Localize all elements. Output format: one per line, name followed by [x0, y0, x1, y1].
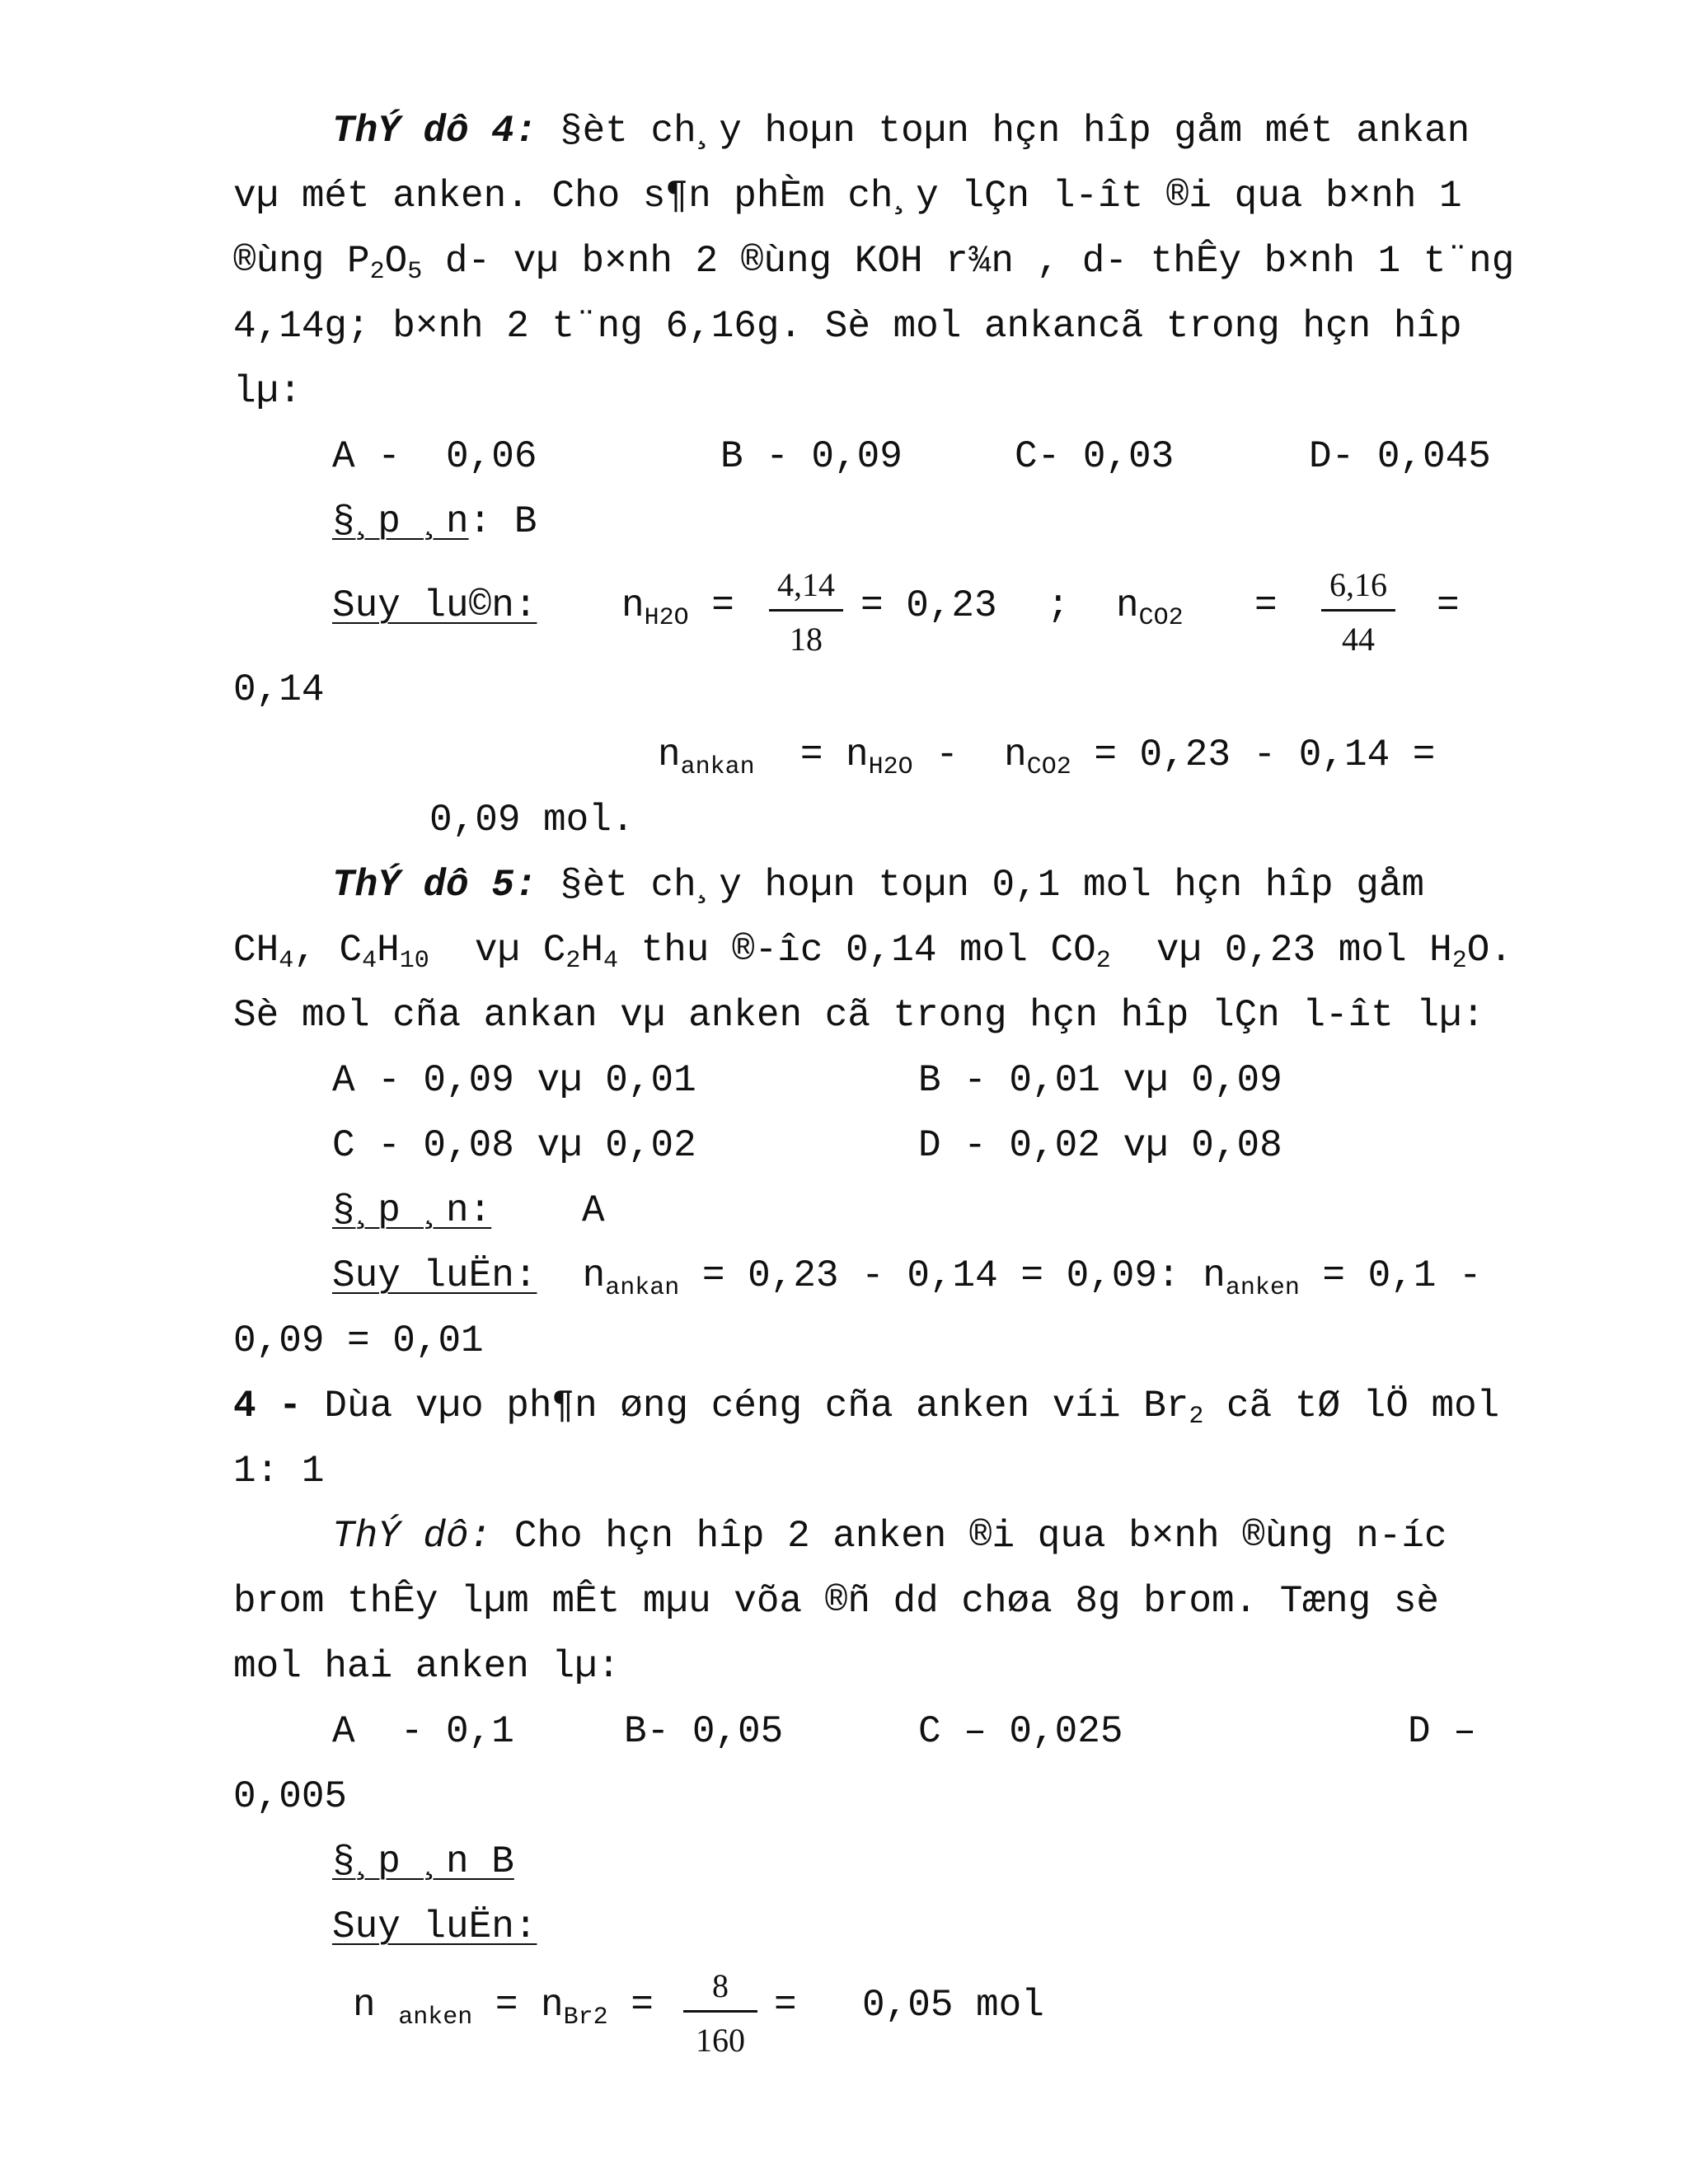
n-co2-result: 0,14	[233, 668, 325, 711]
example-4-option-a: A - 0,06	[332, 435, 537, 478]
example-4-answer: §¸p ¸n: B	[332, 500, 537, 543]
example-6-answer: §¸p ¸n B	[332, 1840, 514, 1883]
example-6-option-d-value: 0,005	[233, 1775, 348, 1818]
section-4-number: 4 -	[233, 1385, 302, 1427]
example-6-option-c: C – 0,025	[918, 1710, 1123, 1753]
n-h2o-result: = 0,23	[860, 584, 997, 627]
example-5-line-1: ThÝ dô 5: §èt ch¸y hoµn toµn 0,1 mol hçn hîp gåm	[332, 864, 1425, 907]
example-5-answer-value: A	[582, 1189, 605, 1232]
example-4-line-2: vµ mét anken. Cho s¶n phÈm ch¸y lÇn l-ît ®i qua b×nh 1	[233, 175, 1462, 218]
example-6-label: ThÝ dô:	[332, 1515, 492, 1558]
n-anken-formula: n $_{anken} = n_{Br2}$ =	[353, 1984, 654, 2032]
n-co2-formula: $n_{CO2}$	[1116, 584, 1184, 632]
example-4-line-1: ThÝ dô 4: §èt ch¸y hoµn toµn hçn hîp gåm mét ankan	[332, 110, 1470, 152]
fraction-6-16-over-44: $\frac{6,16}{44}$	[1321, 565, 1395, 658]
answer-label: §¸p ¸n	[332, 500, 469, 543]
example-5-option-c: C - 0,08 vµ 0,02	[332, 1124, 696, 1167]
example-6-option-b: B- 0,05	[624, 1710, 784, 1753]
example-5-reasoning-line-2: 0,09 = 0,01	[233, 1319, 484, 1362]
example-4-label: ThÝ dô 4:	[332, 110, 537, 152]
example-5-reasoning: Suy luËn: $n_{ankan} = 0,23 - 0,14 = 0,09$: $n_{anken} = 0,1$ -	[332, 1254, 1482, 1302]
example-4-option-c: C- 0,03	[1015, 435, 1175, 478]
equals-sign: =	[1254, 584, 1278, 627]
example-6-line-2: brom thÊy lµm mÊt mµu võa ®ñ dd chøa 8g brom. Tæng sè	[233, 1580, 1440, 1623]
example-5-option-b: B - 0,01 vµ 0,09	[918, 1059, 1282, 1102]
example-5-label: ThÝ dô 5:	[332, 864, 537, 907]
example-5-option-d: D - 0,02 vµ 0,08	[918, 1124, 1282, 1167]
fraction-8-over-160: $\frac{8}{160}$	[683, 1966, 757, 2060]
example-6-line-1: ThÝ dô: Cho hçn hîp 2 anken ®i qua b×nh ®ùng n-íc	[332, 1515, 1447, 1558]
n-ankan-result: 0,09 mol.	[429, 799, 635, 841]
example-6-line-3: mol hai anken lµ:	[233, 1645, 621, 1688]
example-4-reasoning-label: Suy lu©n:	[332, 584, 537, 627]
equals-sign-2: =	[1437, 584, 1460, 627]
example-5-line-2: CH4, C4H10 vµ C2H4 thu ®-îc 0,14 mol CO2 vµ 0,23 mol H2O.	[233, 929, 1513, 975]
n-h2o-formula: $n_{H2O}$ =	[621, 584, 734, 632]
section-4-heading-line-2: 1: 1	[233, 1450, 325, 1493]
example-4-option-b: B - 0,09	[720, 435, 903, 478]
example-6-reasoning-label: Suy luËn:	[332, 1905, 537, 1948]
n-ankan-equation: $n_{ankan} = n_{H2O} - n_{CO2} = 0,23 - 0,14$ =	[658, 733, 1436, 781]
example-4-option-d: D- 0,045	[1309, 435, 1491, 478]
example-6-option-d: D –	[1408, 1710, 1476, 1753]
separator-semicolon: ;	[1047, 584, 1070, 627]
example-4-line-3: ®ùng P2O5 d- vµ b×nh 2 ®ùng KOH r¾n , d- thÊy b×nh 1 t¨ng	[233, 240, 1515, 286]
example-5-option-a: A - 0,09 vµ 0,01	[332, 1059, 696, 1102]
example-4-line-4: 4,14g; b×nh 2 t¨ng 6,16g. Sè mol ankancã trong hçn hîp	[233, 305, 1462, 348]
n-anken-result: 0,05 mol	[862, 1984, 1044, 2027]
example-5-line-3: Sè mol cña ankan vµ anken cã trong hçn hîp lÇn l-ît lµ:	[233, 994, 1485, 1037]
equals-sign-3: =	[774, 1984, 797, 2027]
section-4-heading: 4 - Dùa vµo ph¶n øng céng cña anken víi Br2 cã tØ lÖ mol	[233, 1385, 1500, 1431]
example-5-answer-label: §¸p ¸n:	[332, 1189, 492, 1232]
fraction-4-14-over-18: $\frac{4,14}{18}$	[769, 565, 843, 658]
example-6-option-a: A - 0,1	[332, 1710, 514, 1753]
example-4-line-5: lµ:	[233, 370, 302, 413]
